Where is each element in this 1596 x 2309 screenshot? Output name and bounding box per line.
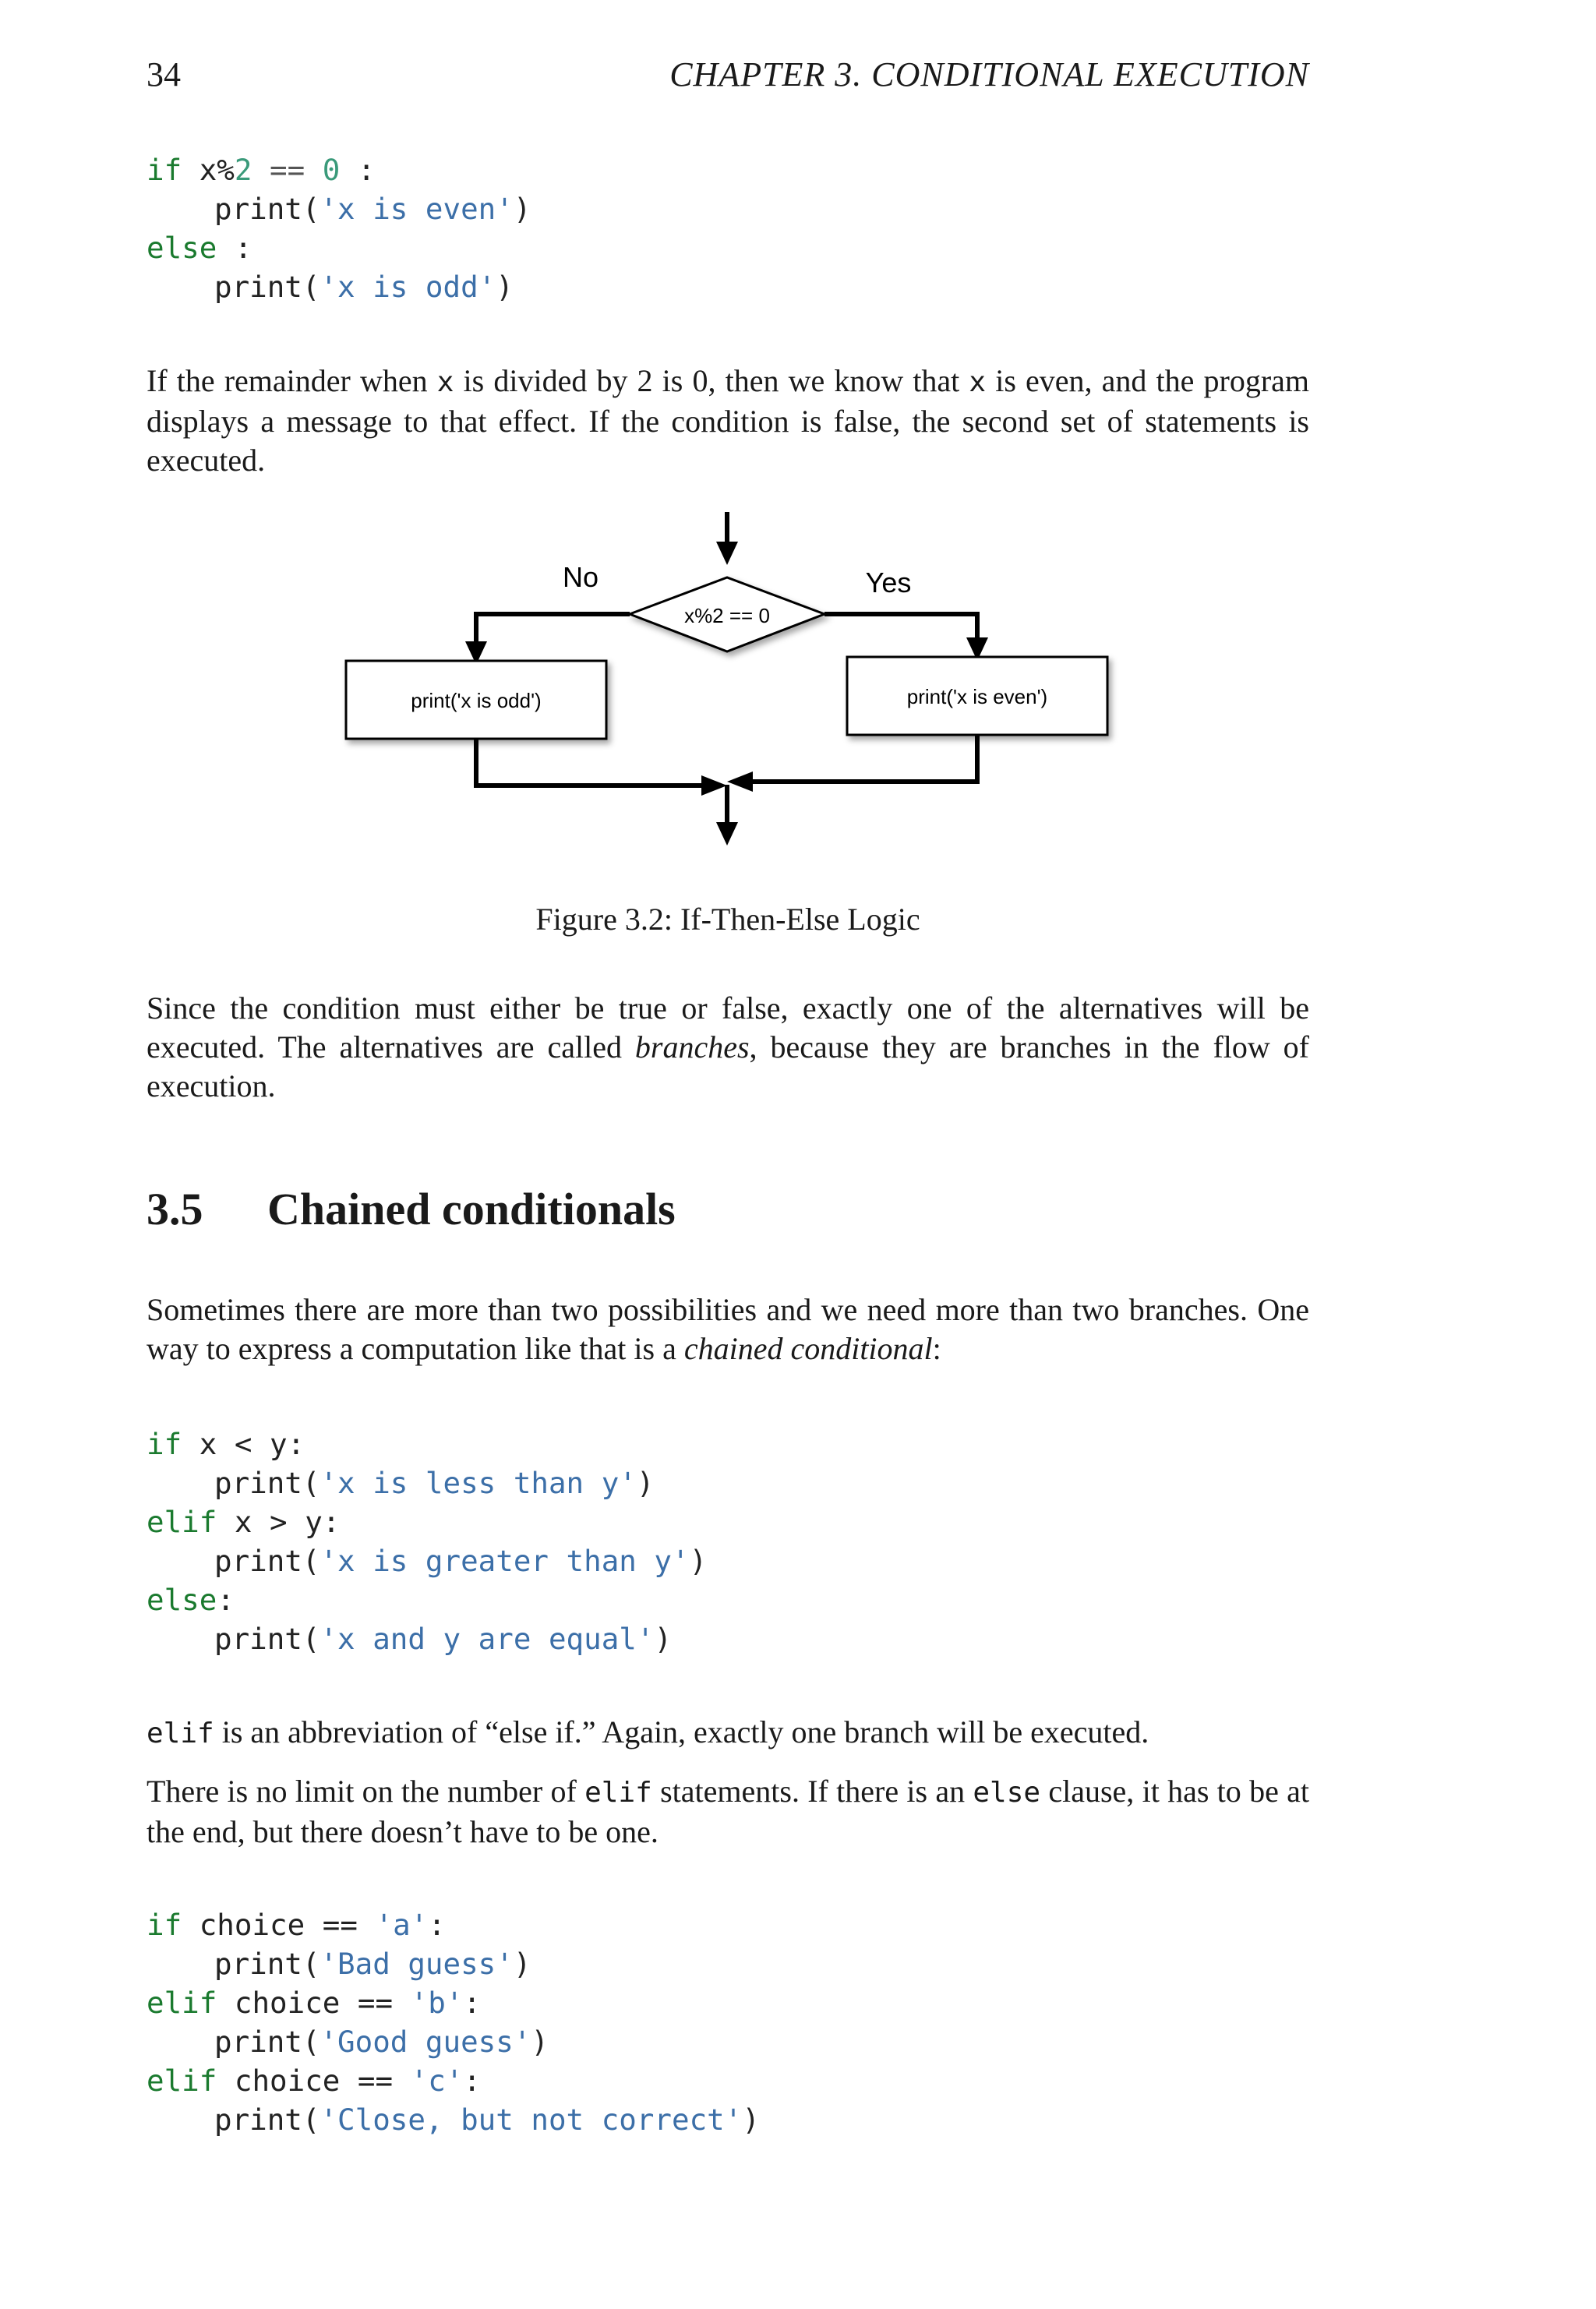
section-title: Chained conditionals bbox=[267, 1184, 676, 1234]
code-string: 'x is greater than y' bbox=[320, 1544, 690, 1578]
merge-left-arrowhead bbox=[701, 775, 727, 796]
inline-code: else bbox=[973, 1777, 1041, 1809]
exit-arrowhead bbox=[716, 822, 738, 846]
code-text: ) bbox=[513, 192, 531, 226]
code-text: ) bbox=[496, 270, 514, 304]
code-line bbox=[147, 1619, 707, 1658]
figure-caption: Figure 3.2: If-Then-Else Logic bbox=[535, 902, 920, 937]
text: There is no limit on the number of bbox=[147, 1774, 585, 1809]
code-line bbox=[147, 2100, 760, 2139]
code-line bbox=[147, 1983, 760, 2022]
code-text: print( bbox=[214, 192, 320, 226]
code-block-chained bbox=[147, 1425, 707, 1658]
code-text: : bbox=[340, 153, 376, 187]
code-text: print( bbox=[214, 2102, 320, 2137]
flowchart-figure bbox=[335, 503, 1138, 861]
inline-code: x bbox=[436, 366, 454, 398]
code-text: print( bbox=[214, 1622, 320, 1656]
code-block-if-else bbox=[147, 150, 531, 306]
code-string: 'x is less than y' bbox=[320, 1466, 637, 1500]
inline-code: x bbox=[969, 366, 987, 398]
paragraph-elif-abbrev bbox=[147, 1713, 1309, 1753]
code-string: 'b' bbox=[410, 1986, 464, 2020]
code-line bbox=[147, 1541, 707, 1580]
text: is even, and the program displays a message to that effect. If the condition is false, the second set of statements is executed. bbox=[147, 363, 1310, 478]
code-text: ) bbox=[654, 1622, 673, 1656]
text: statements. If there is an bbox=[651, 1774, 973, 1809]
text: : bbox=[932, 1331, 941, 1366]
code-line bbox=[147, 1580, 707, 1619]
code-line bbox=[147, 267, 531, 306]
code-line bbox=[147, 228, 531, 267]
code-string: 'a' bbox=[375, 1908, 429, 1942]
flowchart-svg bbox=[335, 503, 1138, 861]
code-text: choice == bbox=[182, 1908, 376, 1942]
code-string: 'Good guess' bbox=[320, 2025, 531, 2059]
code-line bbox=[147, 1502, 707, 1541]
paragraph-elif-limit bbox=[147, 1772, 1309, 1852]
text: is divided by 2 is 0, then we know that bbox=[454, 363, 969, 398]
code-text: choice == bbox=[217, 1986, 411, 2020]
text: If the remainder when bbox=[147, 363, 437, 398]
code-text: : bbox=[463, 1986, 481, 2020]
merge-right-arrowhead bbox=[727, 771, 753, 792]
code-text: : bbox=[463, 2064, 481, 2098]
code-text: print( bbox=[214, 1947, 320, 1981]
code-line bbox=[147, 150, 531, 189]
text: Sometimes there are more than two possibilities and we need more than two branches. One way to express a computation like that is a bbox=[147, 1292, 1309, 1366]
text: is an abbreviation of “else if.” Again, exactly one branch will be executed. bbox=[214, 1714, 1149, 1749]
code-text: print( bbox=[214, 1466, 320, 1500]
entry-arrowhead bbox=[716, 542, 738, 565]
code-text: ) bbox=[513, 1947, 531, 1981]
keyword: if bbox=[147, 153, 182, 187]
label-no: No bbox=[562, 561, 599, 593]
code-number: 0 bbox=[322, 153, 341, 187]
code-line bbox=[147, 1463, 707, 1502]
code-line bbox=[147, 1425, 707, 1463]
code-text: print( bbox=[214, 270, 320, 304]
code-text: : bbox=[428, 1908, 446, 1942]
text: , because they are branches in the flow of execution. bbox=[147, 1029, 1310, 1103]
merge-right-line bbox=[747, 735, 977, 782]
keyword: if bbox=[147, 1908, 182, 1942]
inline-code: elif bbox=[147, 1718, 214, 1749]
code-text: print( bbox=[214, 1544, 320, 1578]
code-string: 'Bad guess' bbox=[320, 1947, 514, 1981]
label-yes: Yes bbox=[865, 567, 912, 598]
code-line bbox=[147, 2022, 760, 2061]
code-string: 'c' bbox=[410, 2064, 464, 2098]
code-text: ) bbox=[742, 2102, 760, 2137]
code-text: x > y: bbox=[217, 1505, 341, 1539]
merge-left-line bbox=[476, 739, 708, 786]
condition-label: x%2 == 0 bbox=[684, 604, 770, 627]
code-string: 'x and y are equal' bbox=[320, 1622, 655, 1656]
code-string: 'x is even' bbox=[320, 192, 514, 226]
code-block-choice bbox=[147, 1905, 760, 2139]
paragraph-branches bbox=[147, 989, 1309, 1106]
chapter-title: CHAPTER 3. CONDITIONAL EXECUTION bbox=[669, 55, 1309, 94]
code-text: x < y: bbox=[182, 1427, 305, 1461]
keyword: if bbox=[147, 1427, 182, 1461]
code-text: choice == bbox=[217, 2064, 411, 2098]
code-string: 'Close, but not correct' bbox=[320, 2102, 743, 2137]
code-text: print( bbox=[214, 2025, 320, 2059]
page-header bbox=[147, 55, 1309, 101]
code-line bbox=[147, 1905, 760, 1944]
text: Since the condition must either be true or false, exactly one of the alternatives will be executed. The alternatives are called bbox=[147, 990, 1309, 1064]
keyword: elif bbox=[147, 1505, 217, 1539]
keyword: else bbox=[147, 231, 217, 265]
paragraph-chained-intro bbox=[147, 1290, 1309, 1368]
box-print-odd-label: print('x is odd') bbox=[411, 689, 542, 712]
yes-branch-line bbox=[824, 614, 977, 641]
code-operator: == bbox=[252, 153, 323, 187]
keyword: else bbox=[147, 1583, 217, 1617]
code-text: ) bbox=[636, 1466, 655, 1500]
box-print-even-label: print('x is even') bbox=[906, 685, 1048, 708]
emphasis: branches bbox=[634, 1029, 750, 1064]
code-line bbox=[147, 1944, 760, 1983]
keyword: elif bbox=[147, 2064, 217, 2098]
code-line bbox=[147, 189, 531, 228]
code-text: : bbox=[217, 231, 252, 265]
no-branch-line bbox=[476, 614, 630, 644]
paragraph-remainder bbox=[147, 362, 1309, 480]
code-number: 2 bbox=[234, 153, 252, 187]
code-text: ) bbox=[689, 1544, 708, 1578]
section-number: 3.5 bbox=[147, 1184, 203, 1234]
emphasis: chained conditional bbox=[683, 1331, 933, 1366]
inline-code: elif bbox=[584, 1777, 652, 1809]
section-heading bbox=[147, 1183, 676, 1235]
page-number: 34 bbox=[147, 55, 181, 94]
code-text: x% bbox=[182, 153, 235, 187]
code-text: ) bbox=[531, 2025, 549, 2059]
text: clause, it has to be at the end, but there doesn’t have to be one. bbox=[147, 1774, 1309, 1849]
keyword: elif bbox=[147, 1986, 217, 2020]
code-string: 'x is odd' bbox=[320, 270, 496, 304]
code-line bbox=[147, 2061, 760, 2100]
code-text: : bbox=[217, 1583, 235, 1617]
